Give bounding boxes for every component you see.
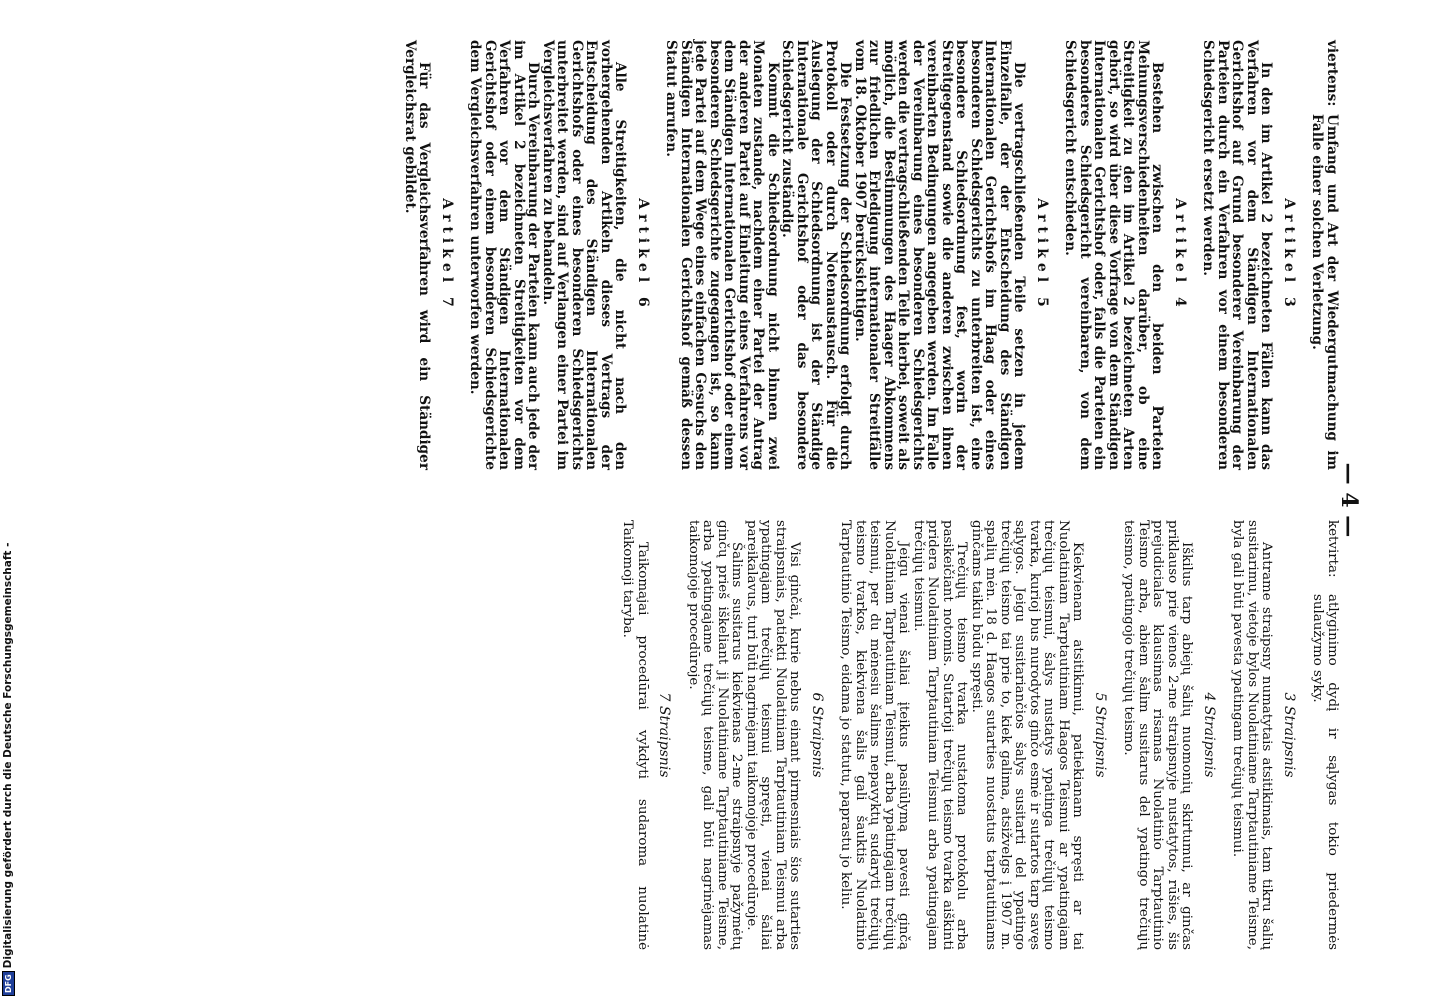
article-4-heading-de: Artikel 4	[1172, 198, 1188, 312]
article-5-paragraph-1-lt: Kiekvienam atsitikimui, patiekianam spręsti ar tai Nuolatiniam Tarptautiniam Haagos Teismui ar ypatingajam trečiųjų teismui, šalys nustatys ypatinga trečiųjų teismo tvarka, kurioj bus nurodytos ginčo esmė ir sutartos tarp savęs sąlygos. Jeigu susitariančios šalys susitarti del ypatingo trečiųjų teismo tai prie to, kiek galima, atsižvelgs į 1907 m. spalių mėn. 18 d. Haagos sutarties nuostatus tarptautiniams ginčams taikiu būdu spręsti.	[969, 520, 1086, 950]
german-column	[403, 40, 1340, 470]
dfg-logo-badge: DFG	[2, 971, 15, 996]
article-5-paragraph-2-de: Die Festsetzung der Schiedsordnung erfolgt durch Protokoll oder durch Notenaustausch. Für die Auslegung der Schiedsordnung ist der Ständige Internationale Gerichtshof oder das besondere Schiedsgericht zuständig.	[779, 40, 854, 470]
article-3-paragraph-de: In den im Artikel 2 bezeichneten Fällen kann das Verfahren vor dem Ständigen Internationalen Gerichtshof auf Grund besonderer Vereinbarung der Parteien durch ein Verfahren vor einem besonderen Schiedsgericht ersetzt werden.	[1200, 40, 1275, 470]
article-5-paragraph-1-de: Die vertragschließenden Teile setzen in jedem Einzelfalle, der der Entscheidung des Ständigen Internationalen Gerichtshofs im Haag oder eines besonderen Schiedsgerichts zu unterbreiten ist, eine besondere Schiedsordnung fest, worin der Streitgegenstand sowie die anderen zwischen ihnen vereinbarten Bedingungen angegeben werden. Im Falle der Vereinbarung eines besonderen Schiedsgerichts werden die vertragschließenden Teile hierbei, soweit als möglich, die Bestimmungen des Haager Abkommens zur friedlichen Erledigung internationaler Streitfälle vom 18. Oktober 1907 berücksichtigen.	[852, 40, 1028, 470]
article-3-heading-de: Artikel 3	[1281, 198, 1297, 312]
article-7-heading-lt: 7 Straipsnis	[656, 692, 673, 778]
article-5-paragraph-3-lt: Jeigu vienai šaliai įteikus pasiūlymą pavesti ginčą Nuolatiniam Tarptautiniam Teismui, arba ypatingajam trečiųjų teismui, per du mėnesiu šalims nepavyktų sudaryti trečiųjų teismo tvarkos, kiekviena šalis gali šauktis Nuolatinio Tarptautinio Teismo, eidama jo statutu, paprastu jo keliu.	[838, 520, 912, 950]
article-6-heading-de: Artikel 6	[635, 198, 651, 312]
article-7-paragraph-lt: Taikomajai procedūrai vykdyti sudaroma nuolatinė Taikomoji taryba.	[620, 520, 650, 950]
article-7-paragraph-de: Für das Vergleichsverfahren wird ein Ständiger Vergleichsrat gebildet.	[402, 40, 433, 470]
article-4-paragraph-lt: Iškilus tarp abiejų šalių nuomonių skirtumui, ar ginčas priklauso prie vienos 2-me straipsnyje nustatytos, rūšies, šis prejudicialas klausimas risamas Nuolatinio Tarptautinio Teismo arba, abiem šalim susitarus del ypatingo trečiųjų teismo, ypatingojo trečiųjų teismo.	[1121, 520, 1195, 950]
article-3-paragraph-lt: Antrame straipsny numatytais atsitikimais, tam tikru šalių susitarimu, vietoje bylos Nuolatiniame Tarptautiniame Teisme, byla gali būti pavesta ypatingam trečiųjų teismui.	[1230, 520, 1275, 950]
lithuanian-column	[620, 520, 1339, 950]
list-item-viertens	[1310, 40, 1339, 470]
article-6-heading-lt: 6 Straipsnis	[809, 692, 825, 778]
article-6-paragraph-1-lt: Visi ginčai, kurie nebus einant pirmesniais šios sutarties straipsniais, patiekti Nuolatiniam Tarptautiniam Teismui arba ypatingajam trečiųjų teismui spręsti, vienai šaliai pareikalavus, turi būti nagrinėjami taikomojoje procedūroje.	[744, 520, 803, 950]
digitization-credit-text: Digitalisierung gefördert durch die Deutsche Forschungsgemeinschaft -	[2, 542, 14, 969]
article-6-paragraph-1-de: Alle Streitigkeiten, die nicht nach den vorhergehenden Artikeln dieses Vertrags der Entscheidung des Ständigen Internationalen Gerichtshofs oder eines besonderen Schiedsgerichts unterbreitet werden, sind auf Verlangen einer Partei im Vergleichsverfahren zu behandeln.	[540, 40, 629, 470]
list-text: Umfang und Art der Wiedergutmachung im Falle einer solchen Verletzung.	[1309, 114, 1340, 470]
article-6-paragraph-2-lt: Šalims susitarus kiekvienas 2-me straipsnyje pažymėtų ginčų prieš iškeliant jį Nuolatiniame Tarptautiniame Teisme, arba ypatingajame trečiųjų teisme, gali būti nagrinėjamas taikomojoje procedūroje.	[686, 520, 745, 950]
page-number: — 4 —	[1336, 462, 1362, 538]
article-5-heading-lt: 5 Straipsnis	[1092, 692, 1108, 778]
list-label: viertens:	[1324, 40, 1340, 107]
article-5-heading-de: Artikel 5	[1034, 198, 1050, 312]
article-4-paragraph-de: Bestehen zwischen den beiden Parteien Meinungsverschiedenheiten darüber, ob eine Streitigkeit zu den im Artikel 2 bezeichneten Arten gehört, so wird über diese Vorfrage von dem Ständigen Internationalen Gerichtshof oder, falls die Parteien ein besonderes Schiedsgericht vereinbaren, von dem Schiedsgericht entschieden.	[1062, 40, 1166, 470]
list-item-ketvirta	[1310, 520, 1339, 950]
article-6-paragraph-2-de: Durch Vereinbarung der Parteien kann auch jede der im Artikel 2 bezeichneten Streitigkeiten vor dem Verfahren vor dem Ständigen Internationalen Gerichtshof oder einem besonderen Schiedsgerichte dem Vergleichsverfahren unterworfen werden.	[467, 40, 542, 470]
list-text: atlyginimo dydį ir sąlygas tokio priedermės sulaužymo syky.	[1310, 594, 1340, 950]
digitization-credit-strip	[0, 0, 20, 1000]
article-3-heading-lt: 3 Straipsnis	[1281, 692, 1297, 778]
article-5-paragraph-3-de: Kommt die Schiedsordnung nicht binnen zwei Monaten zustande, nachdem einer Partei der Antrag der anderen Partei auf Einleitung eines Verfahrens vor dem Ständigen Internationalen Gerichtshof oder einem besonderen Schiedsgerichte zugegangen ist, so kann jede Partei auf dem Wege eines einfachen Gesuchs den Ständigen Internationalen Gerichtshof gemäß dessen Statut anrufen.	[663, 40, 781, 470]
article-4-heading-lt: 4 Straipsnis	[1201, 692, 1217, 778]
article-5-paragraph-2-lt: Trečiųjų teismo tvarka nustatoma protokolu arba pasikeičiant notomis. Sutartoji trečiųjų teismo tvarka aiškinti pridera Nuolatiniam Tarptautiniam Teismui arba ypatingajam trečiųjų teismui.	[911, 520, 970, 950]
article-7-heading-de: Artikel 7	[439, 198, 455, 312]
list-label: ketvirta:	[1325, 520, 1340, 578]
